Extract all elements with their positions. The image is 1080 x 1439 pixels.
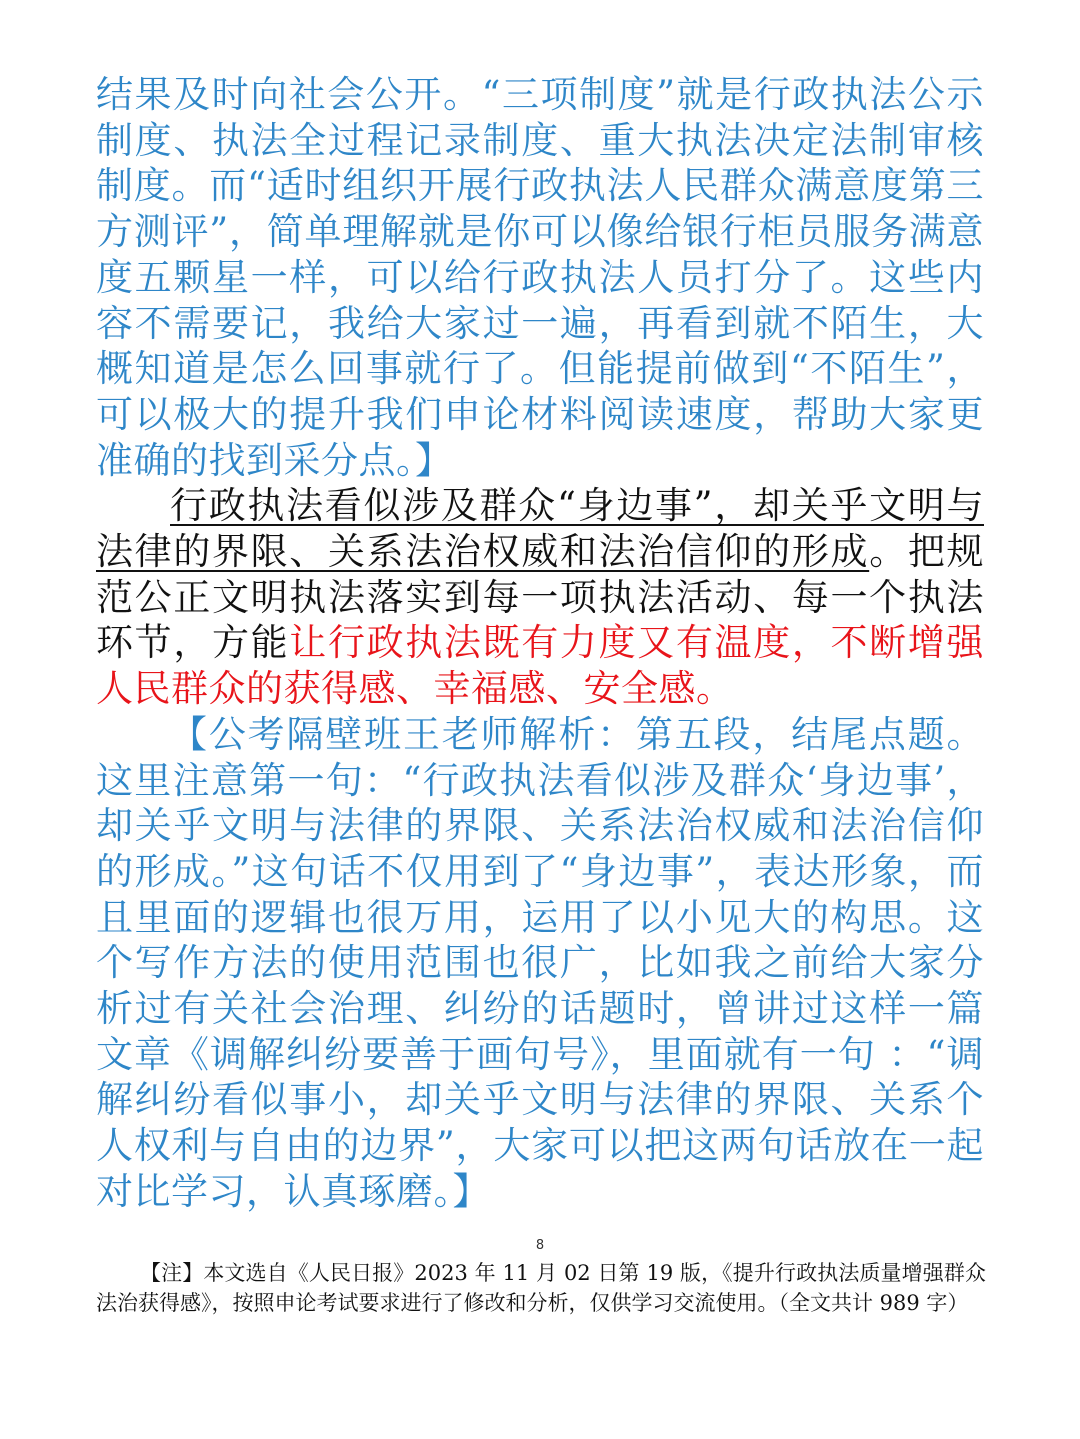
- commentary-paragraph-continued: [96, 72, 984, 483]
- commentary-analysis-text: 【公考隔壁班王老师解析：第五段，结尾点题。这里注意第一句：“行政执法看似涉及群众‘身边事’，却关乎文明与法律的界限、关系法治权威和法治信仰的形成。”这句话不仅用到了“身边事”，表达形象，而且里面的逻辑也很万用，运用了以小见大的构思。这个写作方法的使用范围也很广，比如我之前给大家分析过有关社会治理、纠纷的话题时，曾讲过这样一篇文章《调解纠纷要善于画句号》，里面就有一句 ：“调解纠纷看似事小，却关乎文明与法律的界限、关系个人权利与自由的边界”，大家可以把这两句话放在一起对比学习，认真琢磨。】: [96, 712, 984, 1213]
- plain-sentence: 。把规范公正文明执法落实到每一项执法活动、每一个执法环节，方能: [96, 530, 985, 665]
- article-paragraph-five: [96, 483, 984, 712]
- commentary-paragraph-five: [96, 712, 984, 1215]
- commentary-text: 结果及时向社会公开。“三项制度”就是行政执法公示制度、执法全过程记录制度、重大执法决定法制审核制度。而“适时组织开展行政执法人民群众满意度第三方测评”，简单理解就是你可以像给银行柜员服务满意度五颗星一样，可以给行政执法人员打分了。这些内容不需要记，我给大家过一遍，再看到就不陌生，大概知道是怎么回事就行了。但能提前做到“不陌生”，可以极大的提升我们申论材料阅读速度，帮助大家更准确的找到采分点。】: [96, 73, 984, 482]
- document-body: [96, 72, 984, 1215]
- underlined-sentence: 行政执法看似涉及群众“身边事”，却关乎文明与法律的界限、关系法治权威和法治信仰的形成: [96, 484, 984, 574]
- page-number: 8: [535, 1238, 545, 1253]
- highlighted-sentence: 让行政执法既有力度又有温度，不断增强人民群众的获得感、幸福感、安全感。: [96, 621, 985, 711]
- footnote-text: 【注】本文选自《人民日报》2023 年 11 月 02 日第 19 版，《提升行政执法质量增强群众法治获得感》，按照申论考试要求进行了修改和分析，仅供学习交流使用。（全文共计 989 字）: [96, 1261, 986, 1315]
- footnote: [96, 1258, 986, 1318]
